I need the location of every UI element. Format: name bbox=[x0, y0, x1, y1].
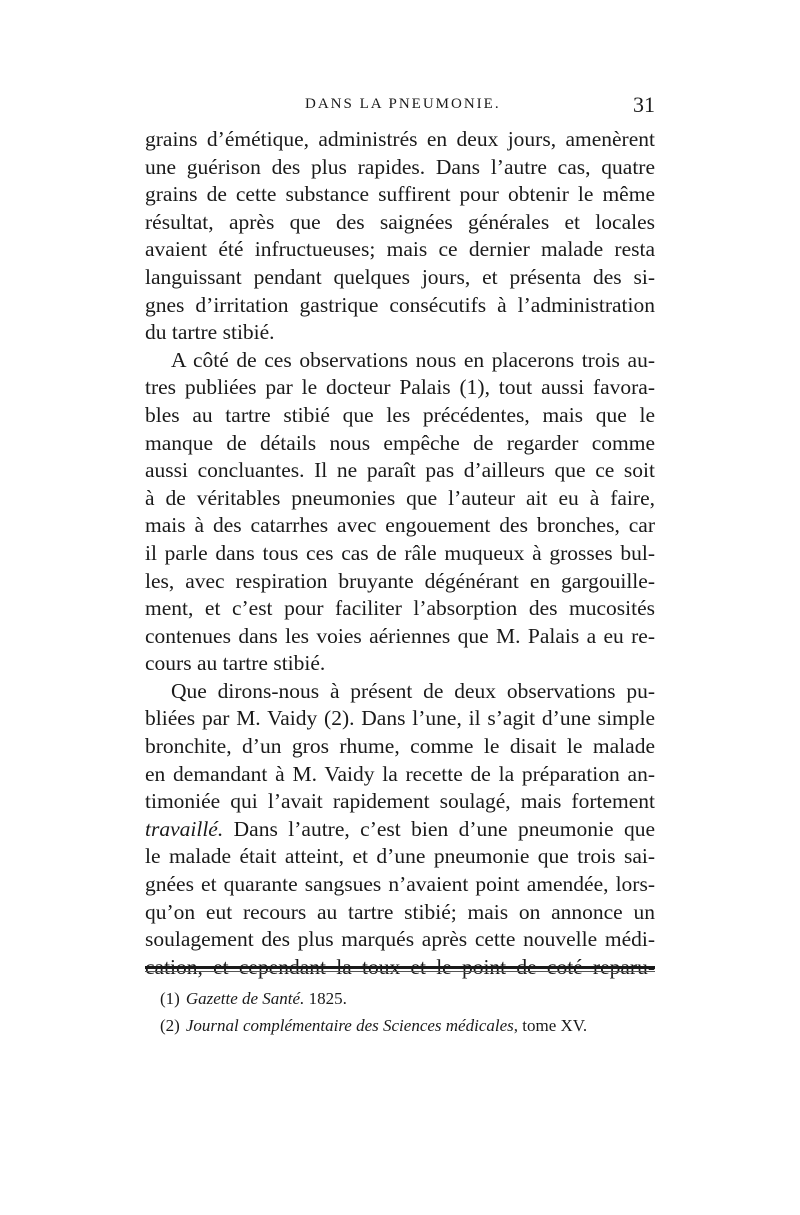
text-line: grains de cette substance suffirent pour obtenir le même bbox=[145, 182, 655, 207]
text-line: le malade était atteint, et d’une pneumonie que trois sai- bbox=[145, 844, 655, 869]
text-line: du tartre stibié. bbox=[145, 320, 275, 345]
footnote-title: Journal complémentaire des Sciences médicales bbox=[185, 1016, 514, 1035]
text-line: contenues dans les voies aériennes que M. Palais a eu re- bbox=[145, 623, 655, 648]
footnote-rest: , tome XV. bbox=[513, 1016, 588, 1035]
text-line: une guérison des plus rapides. Dans l’autre cas, quatre bbox=[145, 154, 655, 179]
text-line: grains d’émétique, administrés en deux jours, amenèrent bbox=[145, 127, 655, 151]
footnote bbox=[160, 985, 655, 1012]
text-line: cours au tartre stibié. bbox=[145, 651, 326, 676]
footnote-mark: (1) bbox=[160, 989, 180, 1008]
running-title: DANS LA PNEUMONIE. bbox=[305, 96, 501, 112]
footnote-rest: 1825. bbox=[304, 989, 347, 1008]
page-header bbox=[145, 92, 655, 122]
text-line: en demandant à M. Vaidy la recette de la préparation an- bbox=[145, 761, 655, 786]
text-line: soulagement des plus marqués après cette nouvelle médi- bbox=[145, 927, 655, 952]
footnotes bbox=[160, 985, 655, 1039]
footnote-title: Gazette de Santé. bbox=[185, 989, 305, 1008]
text-line: avaient été infructueuses; mais ce dernier malade resta bbox=[145, 237, 655, 262]
text-line: travaillé. Dans l’autre, c’est bien d’une pneumonie que bbox=[145, 816, 655, 841]
footnote bbox=[160, 1012, 655, 1039]
text-line: tres publiées par le docteur Palais (1), tout aussi favora- bbox=[145, 375, 655, 400]
text-line: gnes d’irritation gastrique consécutifs à l’administration bbox=[145, 292, 655, 317]
text-line: languissant pendant quelques jours, et présenta des si- bbox=[145, 264, 655, 289]
body-text bbox=[145, 126, 655, 981]
text-line: bliées par M. Vaidy (2). Dans l’une, il s’agit d’une simple bbox=[145, 706, 655, 731]
text-line: les, avec respiration bruyante dégénérant en gargouille- bbox=[145, 568, 655, 593]
text-line: il parle dans tous ces cas de râle muqueux à grosses bul- bbox=[145, 540, 655, 565]
text-line: Que dirons-nous à présent de deux observations pu- bbox=[171, 678, 655, 703]
page-number: 31 bbox=[633, 92, 655, 117]
text-line: résultat, après que des saignées générales et locales bbox=[145, 209, 655, 234]
text-line: bronchite, d’un gros rhume, comme le disait le malade bbox=[145, 734, 655, 759]
text-line: timoniée qui l’avait rapidement soulagé, mais fortement bbox=[145, 789, 655, 814]
footnote-rule-thin bbox=[145, 971, 655, 972]
text-line: aussi concluantes. Il ne paraît pas d’ailleurs que ce soit bbox=[145, 458, 655, 483]
text-line: manque de détails nous empêche de regarder comme bbox=[145, 430, 655, 455]
text-line: bles au tartre stibié que les précédentes, mais que le bbox=[145, 402, 655, 427]
text-line: qu’on eut recours au tartre stibié; mais on annonce un bbox=[145, 899, 655, 924]
text-line: gnées et quarante sangsues n’avaient point amendée, lors- bbox=[145, 872, 655, 897]
footnote-rule bbox=[145, 966, 655, 969]
text-line: mais à des catarrhes avec engouement des bronches, car bbox=[145, 513, 655, 538]
text-line: A côté de ces observations nous en placerons trois au- bbox=[171, 347, 655, 372]
footnote-mark: (2) bbox=[160, 1016, 180, 1035]
text-line: ment, et c’est pour faciliter l’absorption des mucosités bbox=[145, 596, 655, 621]
text-line: à de véritables pneumonies que l’auteur ait eu à faire, bbox=[145, 485, 655, 510]
text-line: cation, et cependant la toux et le point de coté reparu- bbox=[145, 954, 655, 979]
